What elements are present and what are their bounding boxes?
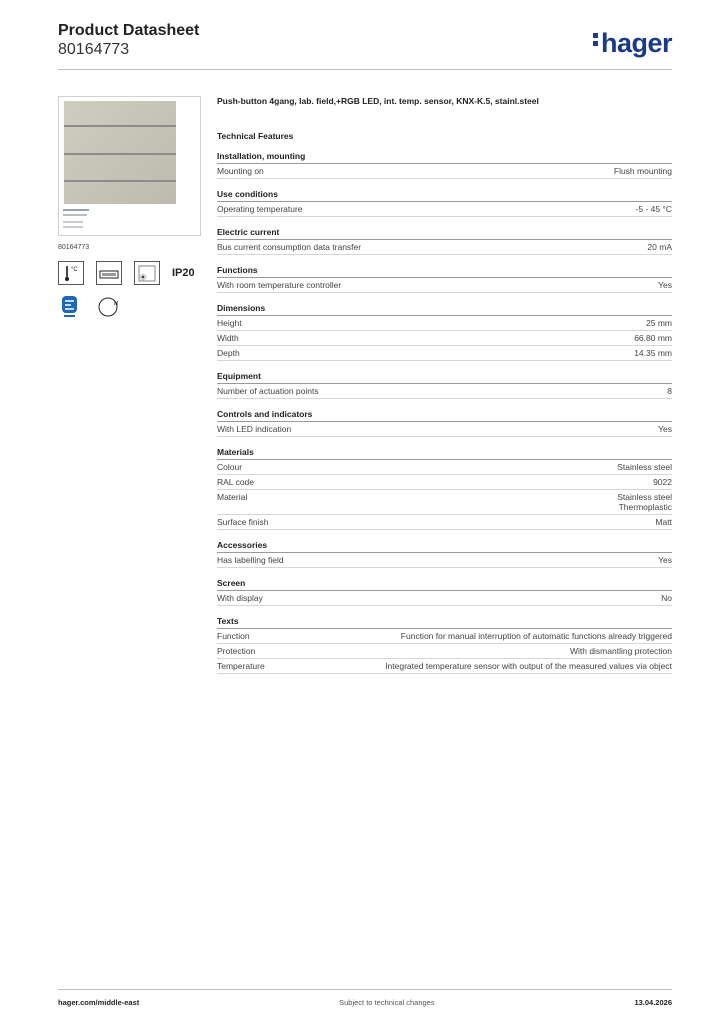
spec-section-title: Use conditions <box>217 189 672 202</box>
spec-label: Operating temperature <box>217 204 303 214</box>
footer-website[interactable]: hager.com/middle-east <box>58 998 140 1007</box>
spec-row <box>217 202 672 217</box>
knx-logo-icon <box>58 295 84 319</box>
spec-section <box>217 540 672 568</box>
product-code: 80164773 <box>58 41 130 58</box>
spec-value: -5 - 45 °C <box>635 204 672 214</box>
spec-section-title: Installation, mounting <box>217 151 672 164</box>
spec-label: Colour <box>217 462 243 472</box>
spec-value: 66.80 mm <box>634 333 672 343</box>
spec-row <box>217 591 672 606</box>
spec-label: RAL code <box>217 477 255 487</box>
spec-section <box>217 447 672 530</box>
spec-section-title: Dimensions <box>217 303 672 316</box>
spec-section <box>217 371 672 399</box>
display-device-icon <box>96 261 122 285</box>
spec-value: Flush mounting <box>613 166 672 176</box>
spec-label: Protection <box>217 646 256 656</box>
spec-label: Mounting on <box>217 166 264 176</box>
spec-value: Integrated temperature sensor with output of the measured values via object <box>385 661 672 671</box>
spec-row <box>217 553 672 568</box>
product-plate <box>64 101 176 204</box>
spec-value: With dismantling protection <box>569 646 672 656</box>
spec-value: No <box>661 593 672 603</box>
svg-text:M: M <box>114 301 119 307</box>
spec-section-title: Electric current <box>217 227 672 240</box>
spec-row <box>217 644 672 659</box>
spec-section <box>217 189 672 217</box>
spec-section <box>217 303 672 361</box>
spec-section-title: Functions <box>217 265 672 278</box>
spec-section <box>217 227 672 255</box>
product-description: Push-button 4gang, lab. field,+RGB LED, int. temp. sensor, KNX-K.5, stainl.steel <box>217 96 539 106</box>
spec-section-title: Controls and indicators <box>217 409 672 422</box>
spec-label: Width <box>217 333 239 343</box>
spec-label: With room temperature controller <box>217 280 342 290</box>
left-column <box>58 96 201 329</box>
spec-section <box>217 265 672 293</box>
spec-row <box>217 659 672 674</box>
spec-label: Surface finish <box>217 517 269 527</box>
temperature-icon <box>58 261 84 285</box>
page-title: Product Datasheet <box>58 22 200 39</box>
spec-value: Yes <box>658 555 672 565</box>
spec-value: Yes <box>658 280 672 290</box>
page-header <box>58 22 672 70</box>
spec-value: 8 <box>667 386 672 396</box>
spec-row <box>217 240 672 255</box>
page-footer <box>58 989 672 1007</box>
spec-value: 9022 <box>653 477 672 487</box>
spec-label: Height <box>217 318 242 328</box>
spec-row <box>217 346 672 361</box>
spec-row <box>217 384 672 399</box>
flush-mount-icon <box>96 295 122 319</box>
spec-value: Matt <box>655 517 672 527</box>
spec-row <box>217 422 672 437</box>
spec-row <box>217 490 672 515</box>
spec-row <box>217 475 672 490</box>
spec-section-title: Accessories <box>217 540 672 553</box>
led-indicator-icon <box>134 261 160 285</box>
spec-label: Temperature <box>217 661 265 671</box>
ip-rating-badge: IP20 <box>172 267 195 279</box>
product-sku: 80164773 <box>58 244 90 251</box>
spec-section <box>217 409 672 437</box>
footer-date: 13.04.2026 <box>634 998 672 1007</box>
spec-row <box>217 164 672 179</box>
logo-text: hager <box>600 28 672 58</box>
spec-section-title: Screen <box>217 578 672 591</box>
spec-row <box>217 316 672 331</box>
spec-row <box>217 460 672 475</box>
svg-text:°C: °C <box>71 267 78 273</box>
spec-value: Yes <box>658 424 672 434</box>
spec-label: Bus current consumption data transfer <box>217 242 362 252</box>
spec-section <box>217 151 672 179</box>
spec-value: 14.35 mm <box>634 348 672 358</box>
spec-label: Depth <box>217 348 240 358</box>
spec-label: Has labelling field <box>217 555 284 565</box>
spec-row <box>217 515 672 530</box>
spec-value: Function for manual interruption of automatic functions already triggered <box>400 631 672 641</box>
right-column <box>217 96 672 674</box>
spec-value: Stainless steel Thermoplastic <box>617 492 672 512</box>
footer-notice: Subject to technical changes <box>339 998 435 1007</box>
spec-value: 20 mA <box>647 242 672 252</box>
spec-section-title: Materials <box>217 447 672 460</box>
logo-dots-icon <box>593 30 599 49</box>
spec-label: With LED indication <box>217 424 292 434</box>
spec-label: With display <box>217 593 263 603</box>
spec-value: 25 mm <box>646 318 672 328</box>
spec-section <box>217 616 672 674</box>
technical-features-heading: Technical Features <box>217 131 294 141</box>
certification-icons <box>58 261 201 319</box>
spec-row <box>217 278 672 293</box>
spec-label: Function <box>217 631 250 641</box>
spec-row <box>217 629 672 644</box>
hager-logo <box>593 28 672 59</box>
product-image <box>58 96 201 236</box>
spec-section-title: Equipment <box>217 371 672 384</box>
spec-label: Number of actuation points <box>217 386 319 396</box>
spec-section-title: Texts <box>217 616 672 629</box>
spec-sections <box>217 151 672 674</box>
spec-section <box>217 578 672 606</box>
spec-value: Stainless steel <box>617 462 672 472</box>
spec-label: Material <box>217 492 248 502</box>
spec-row <box>217 331 672 346</box>
